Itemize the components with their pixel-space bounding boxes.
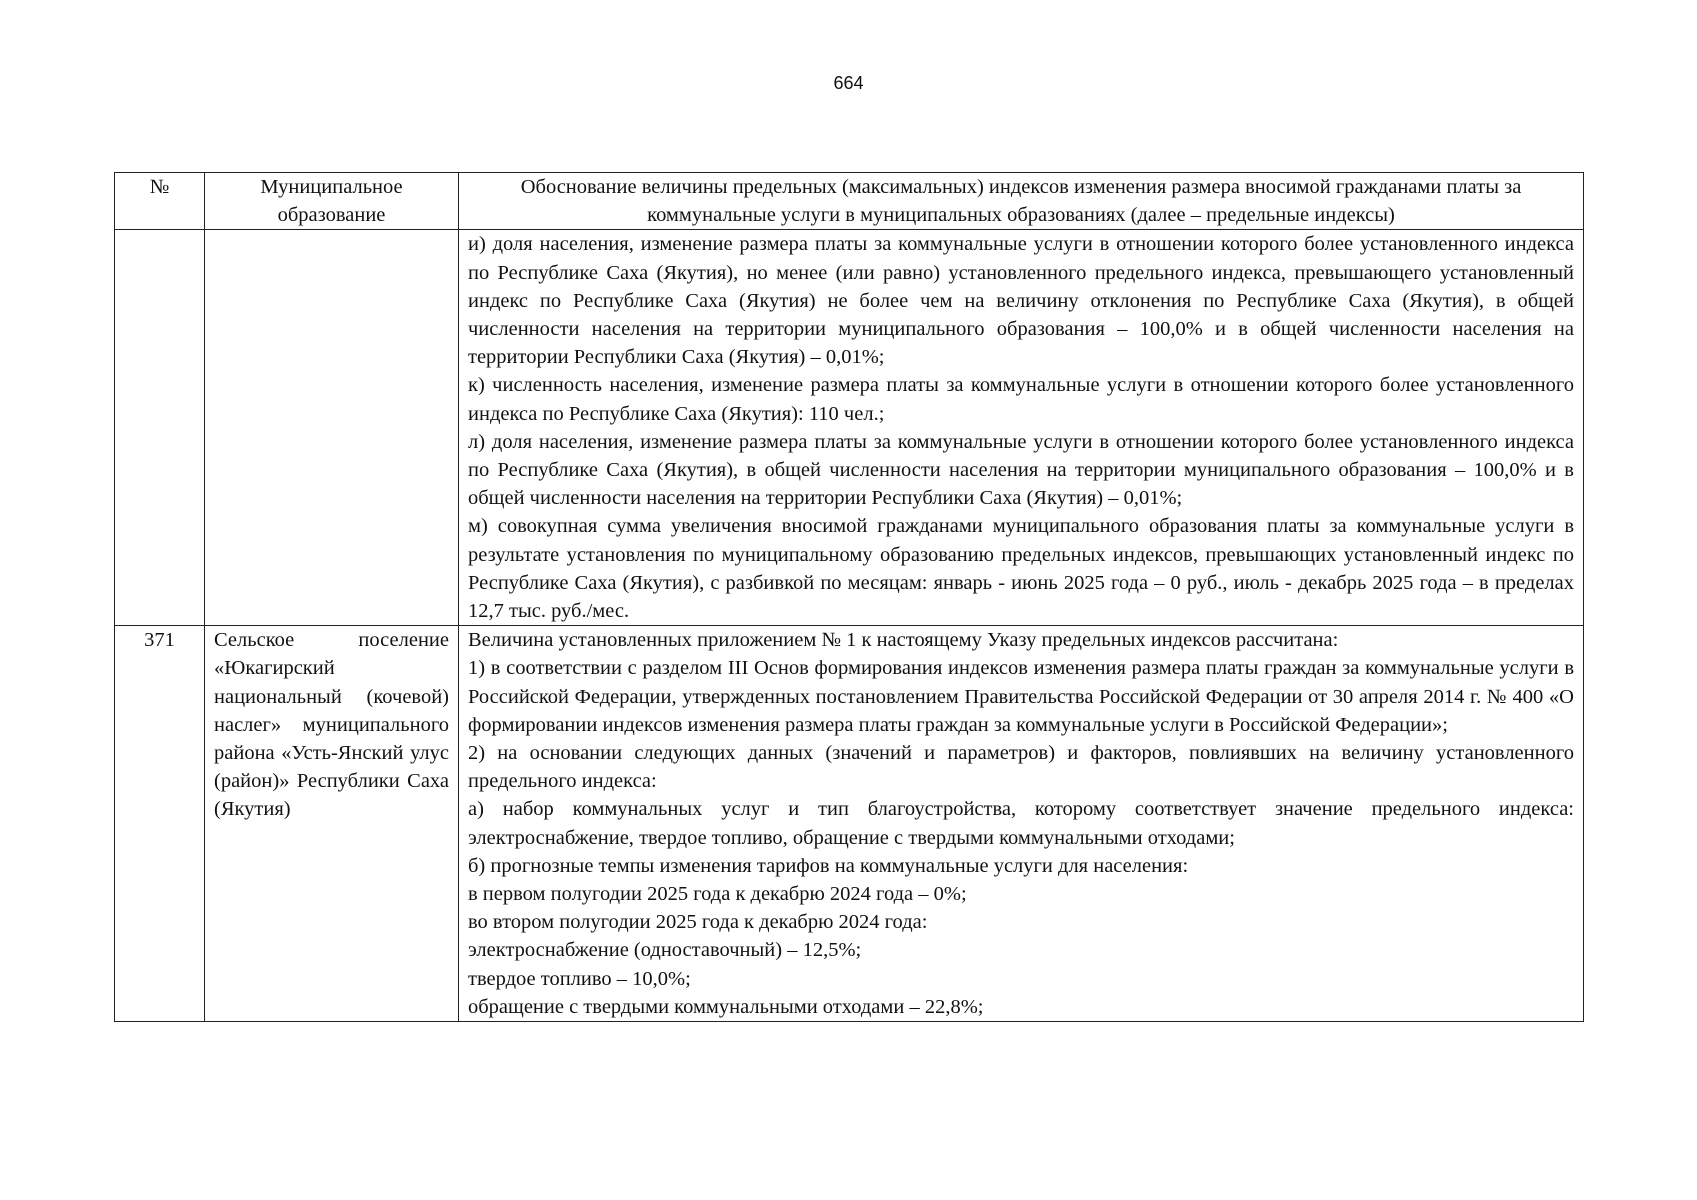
row-number: 371: [115, 626, 205, 1022]
row-municipality: Сельское поселение «Юкагирский национальный (кочевой) наслег» муниципального района «Усть-Янский улус (район)» Республики Саха (Якутия): [205, 626, 459, 1022]
table-header-row: [115, 173, 1584, 230]
paragraph-intro: Величина установленных приложением № 1 к настоящему Указу предельных индексов рассчитана:: [468, 629, 1339, 652]
paragraph-l: л) доля населения, изменение размера платы за коммунальные услуги в отношении которого более установленного индекса по Республике Саха (Якутия), в общей численности населения на территории муниципального образования – 100,0% и в общей численности населения на территории Республики Саха (Якутия) – 0,01%;: [468, 430, 1574, 510]
header-number: №: [115, 173, 205, 230]
paragraph-a: а) набор коммунальных услуг и тип благоустройства, которому соответствует значение предельного индекса: электроснабжение, твердое топливо, обращение с твердыми коммунальными отходами;: [468, 798, 1574, 849]
paragraph-2: 2) на основании следующих данных (значений и параметров) и факторов, повлиявших на величину установленного предельного индекса:: [468, 742, 1574, 793]
paragraph-i: и) доля населения, изменение размера платы за коммунальные услуги в отношении которого более установленного индекса по Республике Саха (Якутия), но менее (или равно) установленного предельного индекса, превышающего установленный индекс по Республике Саха (Якутия) не более чем на величину отклонения по Республике Саха (Якутия), в общей численности населения на территории муниципального образования – 100,0% и в общей численности населения на территории Республики Саха (Якутия) – 0,01%;: [468, 233, 1574, 369]
page-number: 664: [833, 73, 864, 93]
row-number: [115, 230, 205, 626]
table-row: [115, 626, 1584, 1022]
header-justification: Обоснование величины предельных (максимальных) индексов изменения размера вносимой гражданами платы за коммунальные услуги в муниципальных образованиях (далее – предельные индексы): [459, 173, 1584, 230]
paragraph-electricity: электроснабжение (одноставочный) – 12,5%;: [468, 939, 862, 962]
header-municipality: Муниципальное образование: [205, 173, 459, 230]
paragraph-b: б) прогнозные темпы изменения тарифов на коммунальные услуги для населения:: [468, 854, 1189, 877]
justification-table: [114, 172, 1584, 1022]
paragraph-second-half: во втором полугодии 2025 года к декабрю 2024 года:: [468, 911, 928, 934]
paragraph-k: к) численность населения, изменение размера платы за коммунальные услуги в отношении которого более установленного индекса по Республике Саха (Якутия): 110 чел.;: [468, 374, 1574, 425]
paragraph-first-half: в первом полугодии 2025 года к декабрю 2024 года – 0%;: [468, 883, 967, 906]
row-justification: [459, 626, 1584, 1022]
table-row: [115, 230, 1584, 626]
paragraph-1: 1) в соответствии с разделом III Основ формирования индексов изменения размера платы граждан за коммунальные услуги в Российской Федерации, утвержденных постановлением Правительства Российской Федерации от 30 апреля 2014 г. № 400 «О формировании индексов изменения размера платы граждан за коммунальные услуги в Российской Федерации»;: [468, 657, 1574, 736]
paragraph-waste: обращение с твердыми коммунальными отходами – 22,8%;: [468, 995, 984, 1018]
row-justification: [459, 230, 1584, 626]
paragraph-m: м) совокупная сумма увеличения вносимой гражданами муниципального образования платы за коммунальные услуги в результате установления по муниципальному образованию предельных индексов, превышающих установленный индекс по Республике Саха (Якутия), с разбивкой по месяцам: январь - июнь 2025 года – 0 руб., июль - декабрь 2025 года – в пределах 12,7 тыс. руб./мес.: [468, 515, 1574, 623]
paragraph-solid-fuel: твердое топливо – 10,0%;: [468, 967, 691, 990]
row-municipality: [205, 230, 459, 626]
